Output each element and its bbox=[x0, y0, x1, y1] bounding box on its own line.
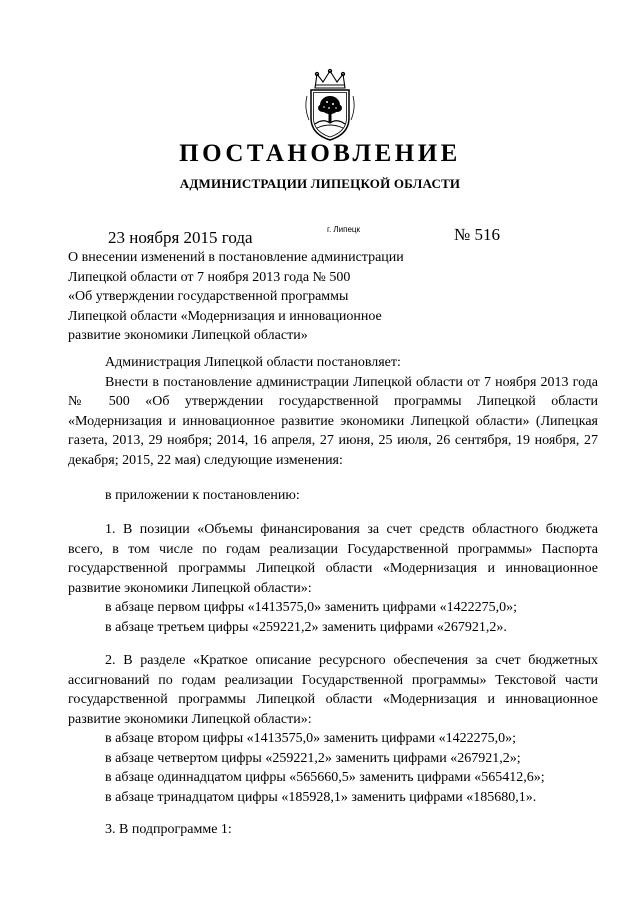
item-2-line: в абзаце одиннадцатом цифры «565660,5» заменить цифрами «565412,6»; bbox=[105, 770, 545, 785]
document-date: 23 ноября 2015 года bbox=[108, 228, 253, 247]
heading-line: О внесении изменений в постановление администрации bbox=[68, 250, 404, 265]
item-2-line: в абзаце втором цифры «1413575,0» заменить цифрами «1422275,0»; bbox=[105, 731, 516, 746]
document-number: № 516 bbox=[454, 225, 500, 244]
item-2 bbox=[68, 651, 598, 807]
heading-line: Липецкой области от 7 ноября 2013 года № 500 bbox=[68, 269, 351, 285]
item-1 bbox=[68, 520, 598, 637]
item-3 bbox=[68, 820, 598, 840]
heading-line: развитие экономики Липецкой области» bbox=[68, 328, 308, 343]
item-2-text: 2. В разделе «Краткое описание ресурсного обеспечения за счет бюджетных ассигнований по годам реализации Государственной программы» Текстовой части государственной программы Липецкой области «Модернизация и инновационное развитие экономики Липецкой области»: bbox=[68, 653, 598, 727]
resolution-block bbox=[68, 353, 598, 470]
issuing-authority: АДМИНИСТРАЦИИ ЛИПЕЦКОЙ ОБЛАСТИ bbox=[179, 176, 461, 191]
item-1-text: 1. В позиции «Объемы финансирования за счет средств областного бюджета всего, в том числе по годам реализации Государственной программы» Паспорта государственной программы Липецкой области «Модернизация и инновационное развитие экономики Липецкой области»: bbox=[68, 522, 598, 596]
document-title: ПОСТАНОВЛЕНИЕ bbox=[179, 140, 461, 167]
annex-block bbox=[68, 486, 598, 506]
item-1-line: в абзаце третьем цифры «259221,2» заменить цифрами «267921,2». bbox=[105, 619, 507, 635]
intro-paragraph: Администрация Липецкой области постановляет: bbox=[105, 355, 401, 370]
item-2-line: в абзаце тринадцатом цифры «185928,1» заменить цифрами «185680,1». bbox=[105, 789, 537, 805]
heading-line: «Об утверждении государственной программы bbox=[68, 289, 349, 304]
item-2-line: в абзаце четвертом цифры «259221,2» заменить цифрами «267921,2»; bbox=[105, 750, 521, 766]
document-city: г. Липецк bbox=[327, 225, 360, 234]
item-1-line: в абзаце первом цифры «1413575,0» заменить цифрами «1422275,0»; bbox=[105, 600, 517, 615]
resolution-paragraph: Внести в постановление администрации Липецкой области от 7 ноября 2013 года № 500 «Об утверждении государственной программы Липецкой области «Модернизация и инновационное развитие экономики Липецкой области» (Липецкая газета, 2013, 29 ноября; 2014, 16 апреля, 27 июня, 25 июля, 26 сентября, 19 ноября, 27 декабря; 2015, 22 мая) следующие изменения: bbox=[68, 374, 598, 468]
heading-line: Липецкой области «Модернизация и инновационное bbox=[68, 308, 382, 324]
item-3-text: 3. В подпрограмме 1: bbox=[105, 822, 232, 837]
document-heading bbox=[68, 248, 448, 346]
coat-of-arms-icon bbox=[301, 68, 359, 142]
annex-paragraph: в приложении к постановлению: bbox=[105, 488, 300, 503]
